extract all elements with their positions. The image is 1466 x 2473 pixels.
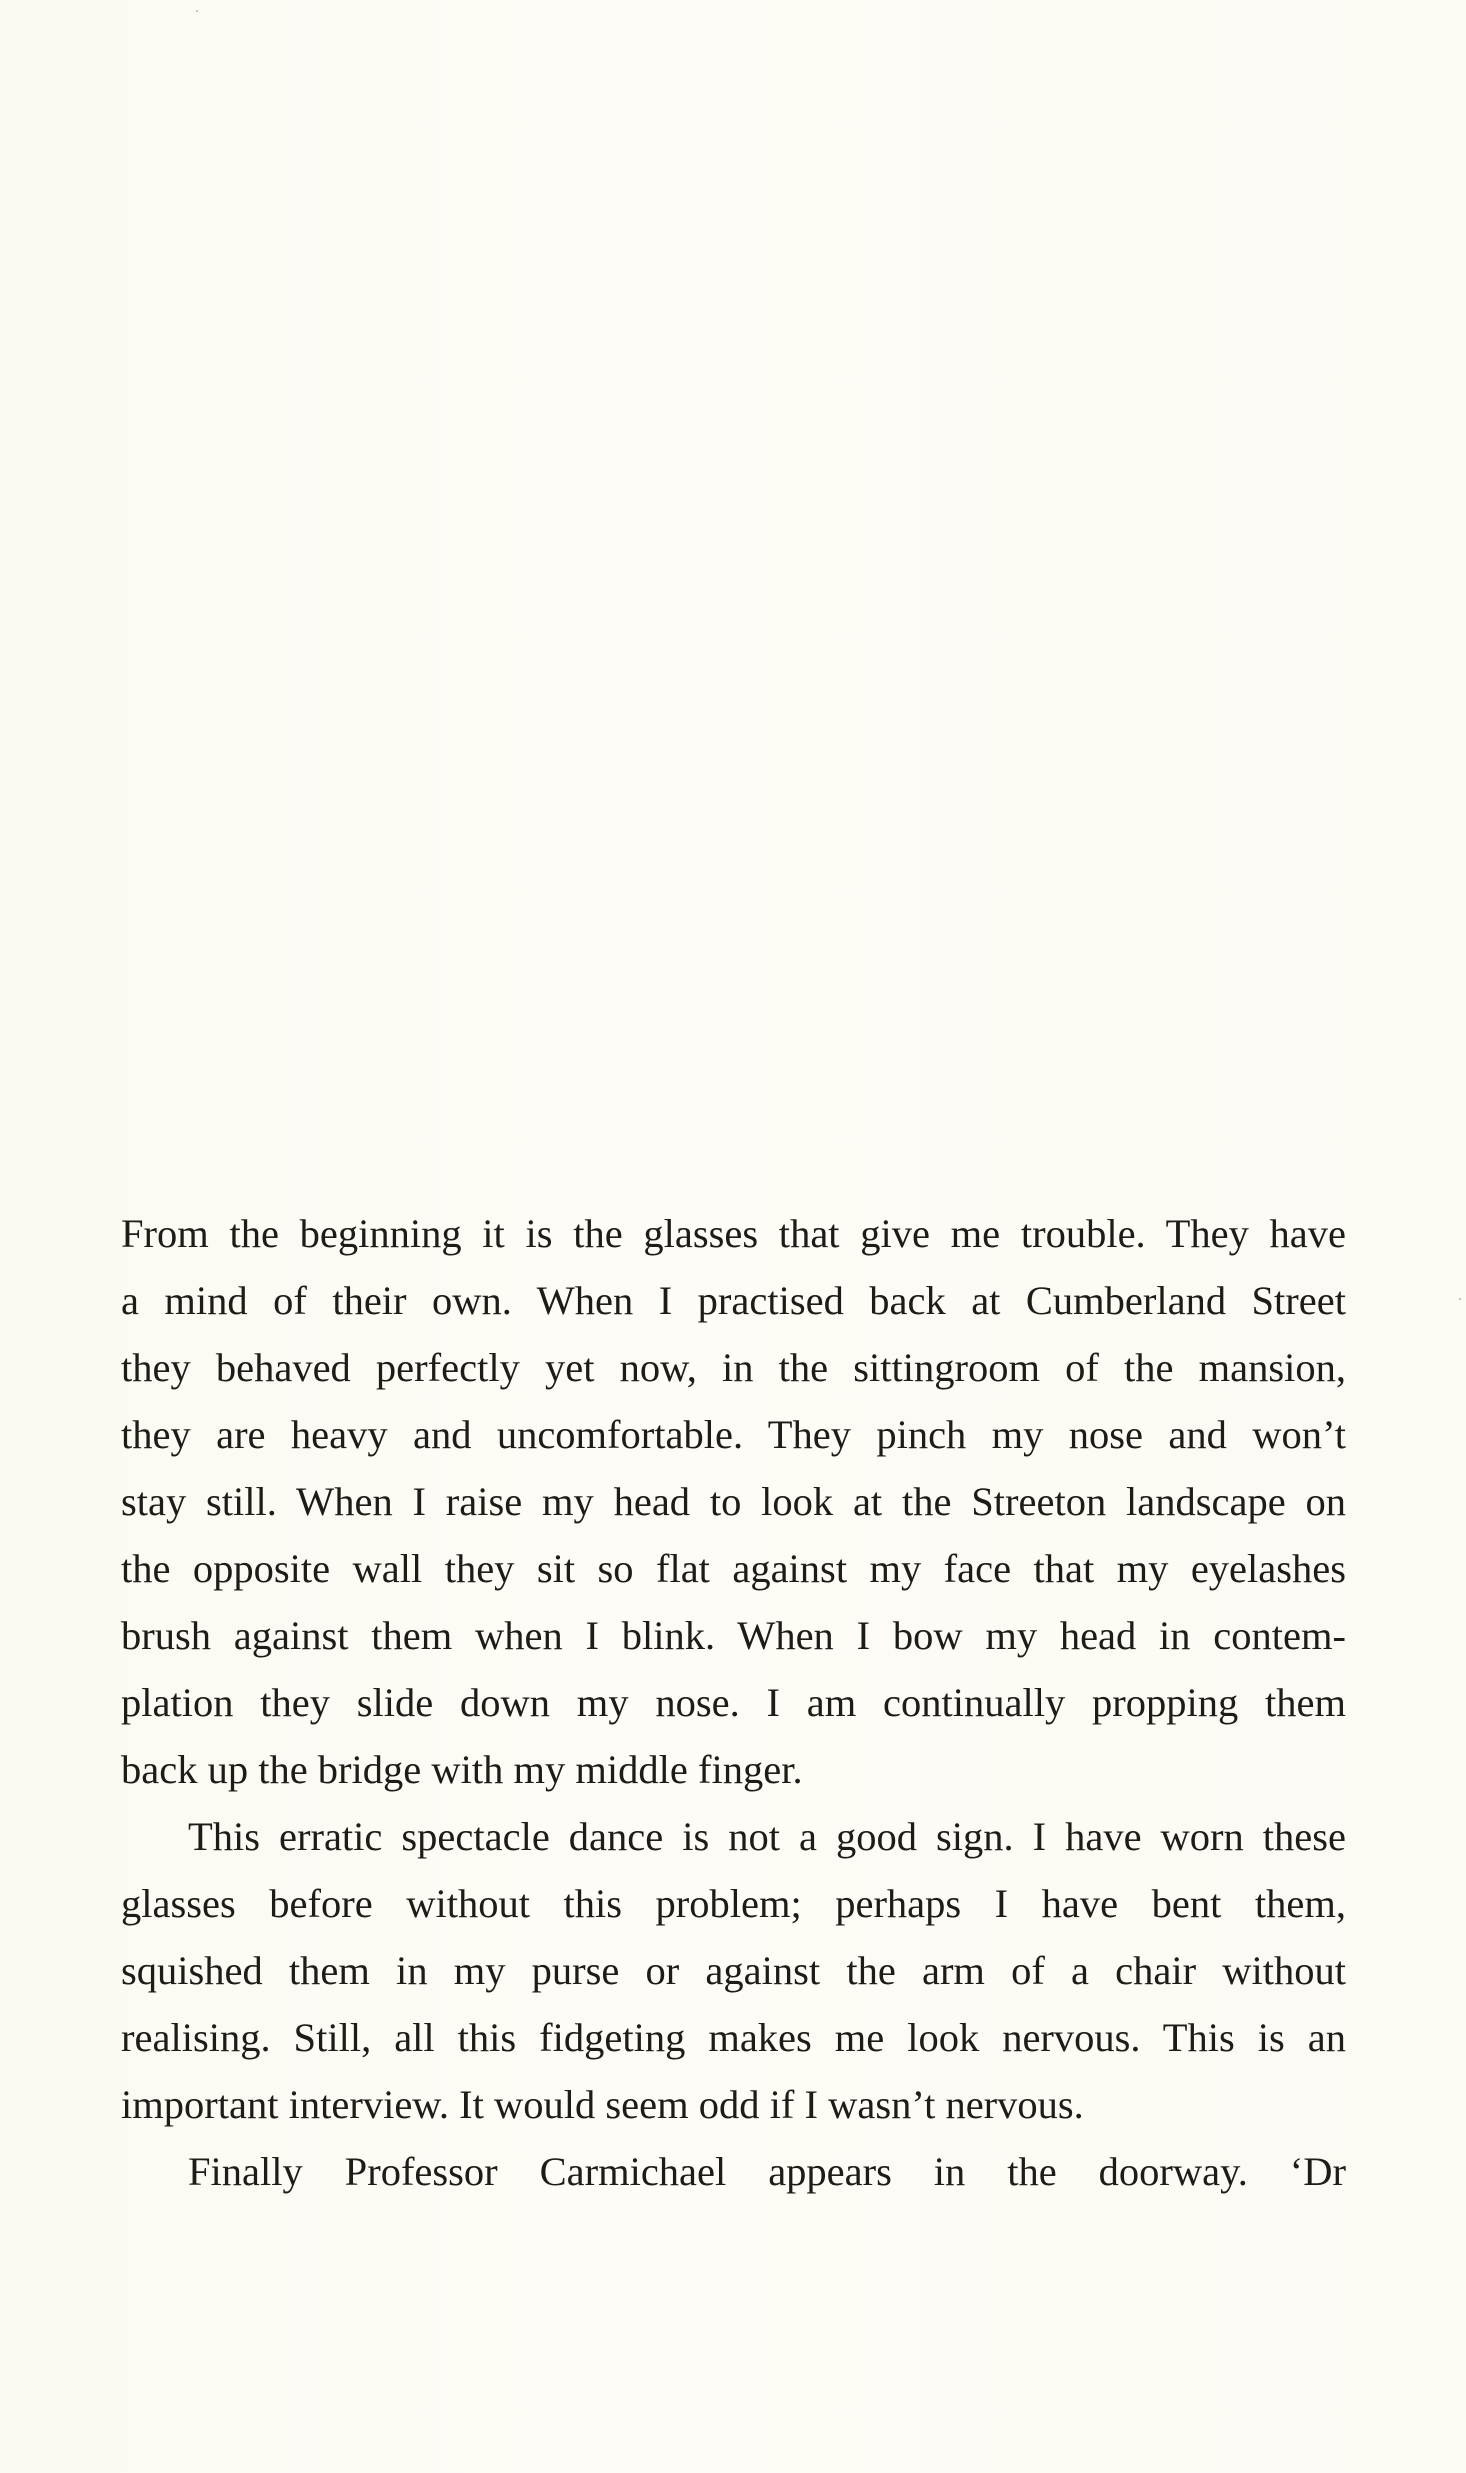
text-line: important interview. It would seem odd if I wasn’t nervous. (121, 2082, 1084, 2127)
text-line: squished them in my purse or against the arm of a chair without (121, 1948, 1346, 1993)
text-line: plation they slide down my nose. I am continually propping them (121, 1680, 1346, 1725)
body-text (121, 1200, 1346, 2205)
paper-speck (196, 10, 198, 12)
paragraph-1 (121, 1200, 1346, 1803)
paragraph-3 (121, 2138, 1346, 2205)
text-line: brush against them when I blink. When I bow my head in contem- (121, 1613, 1346, 1658)
text-line: This erratic spectacle dance is not a good sign. I have worn these (188, 1814, 1346, 1859)
text-line: a mind of their own. When I practised back at Cumberland Street (121, 1278, 1346, 1323)
text-line: stay still. When I raise my head to look at the Streeton landscape on (121, 1479, 1346, 1524)
text-line: they behaved perfectly yet now, in the sittingroom of the mansion, (121, 1345, 1346, 1390)
paragraph-2 (121, 1803, 1346, 2138)
text-line: From the beginning it is the glasses that give me trouble. They have (121, 1211, 1346, 1256)
text-line: the opposite wall they sit so flat against my face that my eyelashes (121, 1546, 1346, 1591)
paper-speck (1459, 1298, 1461, 1300)
text-line: glasses before without this problem; perhaps I have bent them, (121, 1881, 1346, 1926)
text-line: realising. Still, all this fidgeting makes me look nervous. This is an (121, 2015, 1346, 2060)
text-line: back up the bridge with my middle finger. (121, 1747, 803, 1792)
text-line: Finally Professor Carmichael appears in the doorway. ‘Dr (188, 2149, 1346, 2194)
text-line: they are heavy and uncomfortable. They pinch my nose and won’t (121, 1412, 1346, 1457)
